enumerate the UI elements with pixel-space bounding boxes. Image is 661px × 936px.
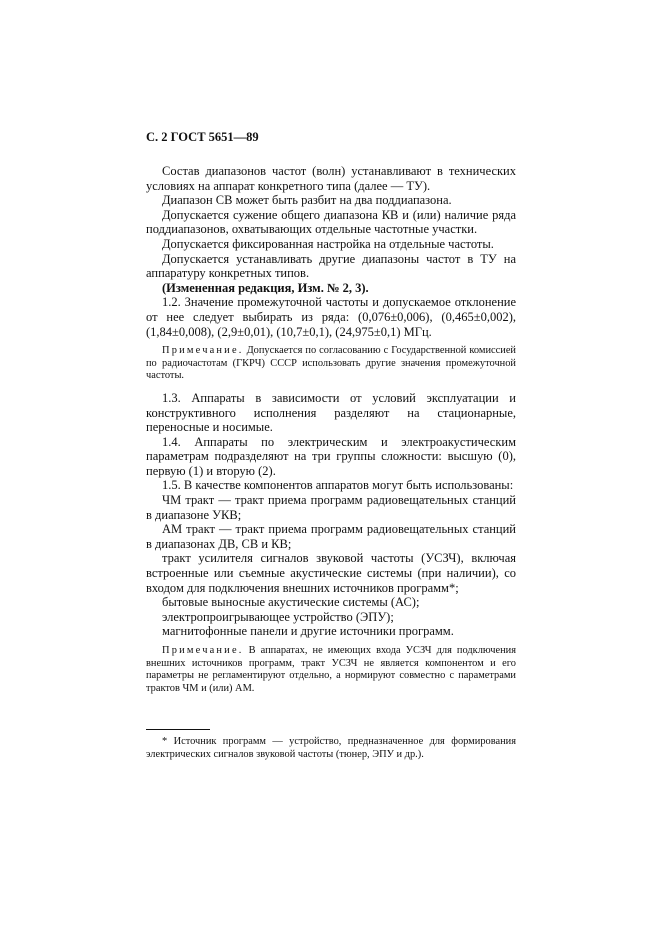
paragraph-frequency-bands: Состав диапазонов частот (волн) устанавливают в технических условиях на аппарат конкретного типа (далее — ТУ). bbox=[146, 164, 516, 193]
list-item-am-path: АМ тракт — тракт приема программ радиовещательных станций в диапазонах ДВ, СВ и КВ; bbox=[146, 522, 516, 551]
note-2-text: В аппаратах, не имеющих входа УСЗЧ для подключения внешних источников программ, тракт УСЗЧ не является компонентом и его параметры не регламентируют отдельно, а нормируют совместно с параметрами трактов ЧМ и (или) АМ. bbox=[146, 645, 516, 694]
paragraph-mw-subbands: Диапазон СВ может быть разбит на два поддиапазона. bbox=[162, 193, 452, 208]
page-header: С. 2 ГОСТ 5651—89 bbox=[146, 130, 259, 144]
clause-1-5: 1.5. В качестве компонентов аппаратов могут быть использованы: bbox=[162, 478, 514, 493]
clause-1-3: 1.3. Аппараты в зависимости от условий эксплуатации и конструктивного исполнения разделяют на стационарные, переносные и носимые. bbox=[146, 390, 516, 435]
list-item-record-player: электропроигрывающее устройство (ЭПУ); bbox=[162, 609, 394, 624]
clause-1-2: 1.2. Значение промежуточной частоты и допускаемое отклонение от нее следует выбирать из ряда: (0,076±0,006), (0,465±0,002), (1,84±0,008), (2,9±0,01), (10,7±0,1), (24,975±0,1) МГц. bbox=[146, 295, 516, 339]
note-1-text: Допускается по согласованию с Государственной комиссией по радиочастотам (ГКРЧ) СССР использовать другие значения промежуточной частоты. bbox=[146, 345, 516, 382]
note-1-label: Примечание. bbox=[162, 345, 244, 357]
paragraph-sw-narrowing: Допускается сужение общего диапазона КВ и (или) наличие ряда поддиапазонов, охватывающих отдельные частотные участки. bbox=[146, 207, 516, 237]
note-2-label: Примечание. bbox=[162, 645, 244, 656]
list-item-speakers: бытовые выносные акустические системы (АС); bbox=[162, 595, 420, 610]
list-item-fm-path: ЧМ тракт — тракт приема программ радиовещательных станций в диапазоне УКВ; bbox=[146, 493, 516, 522]
paragraph-fixed-tuning: Допускается фиксированная настройка на отдельные частоты. bbox=[162, 236, 494, 251]
revision-note: (Измененная редакция, Изм. № 2, 3). bbox=[162, 280, 369, 295]
paragraph-other-bands: Допускается устанавливать другие диапазоны частот в ТУ на аппаратуру конкретных типов. bbox=[146, 251, 516, 281]
footnote-divider bbox=[146, 729, 210, 730]
list-item-tape-panels: магнитофонные панели и другие источники программ. bbox=[162, 624, 454, 639]
footnote: * Источник программ — устройство, предназначенное для формирования электрических сигналов звуковой частоты (тюнер, ЭПУ и др.). bbox=[146, 736, 516, 760]
note-2 bbox=[146, 645, 516, 695]
note-1 bbox=[146, 345, 516, 383]
list-item-amplifier-path: тракт усилителя сигналов звуковой частоты (УСЗЧ), включая встроенные или съемные акустические системы (при наличии), со входом для подключения внешних источников программ*; bbox=[146, 551, 516, 595]
document-page bbox=[146, 130, 516, 762]
clause-1-4: 1.4. Аппараты по электрическим и электроакустическим параметрам подразделяют на три группы сложности: высшую (0), первую (1) и вторую (2). bbox=[146, 434, 516, 478]
